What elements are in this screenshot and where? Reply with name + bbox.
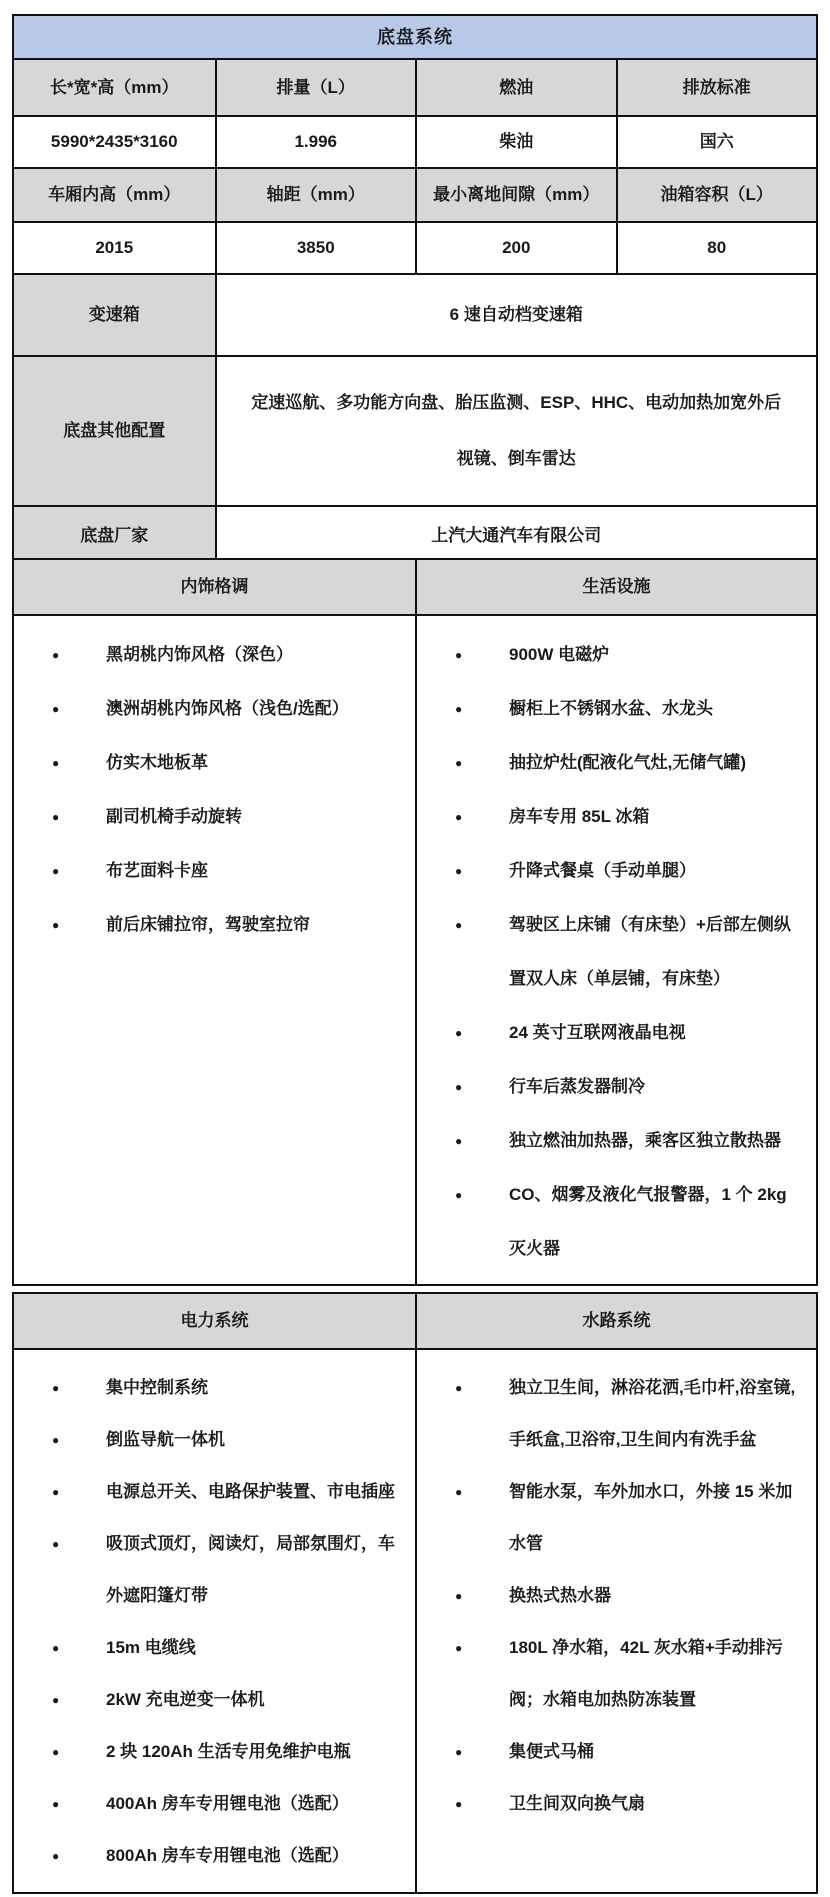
bullet-icon: ● (455, 1589, 463, 1603)
spec-header-cell: 油箱容积（L） (616, 169, 817, 221)
bullet-icon: ● (455, 756, 463, 770)
water-list (415, 1350, 816, 1892)
list-item (14, 1362, 415, 1414)
bullet-icon: ● (52, 1745, 60, 1759)
item-text: 2 块 120Ah 生活专用免维护电瓶 (106, 1742, 351, 1761)
list-item (417, 1060, 816, 1114)
item-text: 集便式马桶 (509, 1742, 594, 1761)
list-item (14, 628, 415, 682)
bullet-icon: ● (52, 1537, 60, 1551)
spec-header-cell: 长*宽*高（mm） (14, 60, 215, 115)
list-item (417, 1362, 816, 1466)
list-item (417, 1726, 816, 1778)
chassis-title: 底盘系统 (377, 26, 453, 47)
item-text: 房车专用 85L 冰箱 (509, 807, 650, 826)
list-item (417, 1114, 816, 1168)
spec-value-row-2 (14, 221, 816, 273)
chassis-maker-row (14, 505, 816, 564)
gearbox-row (14, 273, 816, 355)
item-text: 仿实木地板革 (106, 753, 208, 772)
bullet-icon: ● (52, 1381, 60, 1395)
list-item (14, 1518, 415, 1622)
bullet-icon: ● (455, 1797, 463, 1811)
list-item (417, 844, 816, 898)
item-text: 驾驶区上床铺（有床垫）+后部左侧纵置双人床（单层铺，有床垫） (509, 915, 791, 988)
list-item (14, 1414, 415, 1466)
chassis-other-value: 定速巡航、多功能方向盘、胎压监测、ESP、HHC、电动加热加宽外后视镜、倒车雷达 (251, 393, 782, 468)
bullet-icon: ● (52, 1849, 60, 1863)
bullet-icon: ● (455, 648, 463, 662)
item-text: 卫生间双向换气扇 (509, 1794, 645, 1813)
item-text: 2kW 充电逆变一体机 (106, 1690, 265, 1709)
item-text: 吸顶式顶灯，阅读灯，局部氛围灯，车外遮阳篷灯带 (106, 1534, 395, 1605)
bullet-icon: ● (455, 1026, 463, 1040)
section-body (14, 1348, 816, 1892)
item-text: 升降式餐桌（手动单腿） (509, 861, 696, 880)
bullet-icon: ● (455, 1745, 463, 1759)
list-item (14, 1622, 415, 1674)
spec-header-cell: 排放标准 (616, 60, 817, 115)
section-header-row (14, 560, 816, 614)
item-text: 400Ah 房车专用锂电池（选配） (106, 1794, 349, 1813)
item-text: 前后床铺拉帘，驾驶室拉帘 (106, 915, 310, 934)
bullet-icon: ● (52, 1641, 60, 1655)
spec-value-row-1 (14, 115, 816, 167)
bullet-icon: ● (52, 1485, 60, 1499)
bullet-icon: ● (52, 810, 60, 824)
bullet-icon: ● (52, 648, 60, 662)
list-item (14, 1830, 415, 1882)
list-item (417, 1466, 816, 1570)
list-item (417, 682, 816, 736)
list-item (417, 1778, 816, 1830)
list-item (417, 736, 816, 790)
item-text: 黑胡桃内饰风格（深色） (106, 645, 293, 664)
bullet-icon: ● (455, 1134, 463, 1148)
list-item (417, 898, 816, 1006)
spec-value-cell: 国六 (616, 117, 817, 167)
row-value: 6 速自动档变速箱 (215, 275, 817, 355)
spec-header-cell: 排量（L） (215, 60, 416, 115)
row-label: 变速箱 (14, 275, 215, 355)
living-list (415, 616, 816, 1284)
spec-header-cell: 燃油 (415, 60, 616, 115)
bullet-icon: ● (455, 702, 463, 716)
chassis-title-row (14, 16, 816, 58)
spec-header-row-2 (14, 167, 816, 221)
item-text: 橱柜上不锈钢水盆、水龙头 (509, 699, 713, 718)
item-text: 布艺面料卡座 (106, 861, 208, 880)
item-text: 集中控制系统 (106, 1378, 208, 1397)
bullet-icon: ● (52, 1433, 60, 1447)
spec-value-cell: 5990*2435*3160 (50, 132, 178, 152)
bullet-icon: ● (52, 1797, 60, 1811)
section-body (14, 614, 816, 1284)
list-item (14, 844, 415, 898)
bullet-icon: ● (455, 1381, 463, 1395)
item-text: 电源总开关、电路保护装置、市电插座 (106, 1482, 395, 1501)
interior-living-table (12, 558, 818, 1286)
spec-header-row-1 (14, 58, 816, 115)
bullet-icon: ● (52, 1693, 60, 1707)
power-water-table (12, 1292, 818, 1894)
item-text: 换热式热水器 (509, 1586, 611, 1605)
bullet-icon: ● (455, 1485, 463, 1499)
list-item (14, 682, 415, 736)
list-item (14, 736, 415, 790)
row-label: 底盘其他配置 (14, 357, 215, 505)
list-item (14, 1674, 415, 1726)
spec-value-cell: 3850 (215, 223, 416, 273)
chassis-other-row (14, 355, 816, 505)
list-item (417, 628, 816, 682)
bullet-icon: ● (455, 864, 463, 878)
bullet-icon: ● (52, 864, 60, 878)
section-title-interior: 内饰格调 (14, 560, 415, 614)
bullet-icon: ● (455, 810, 463, 824)
spec-value-cell: 200 (415, 223, 616, 273)
bullet-icon: ● (455, 1080, 463, 1094)
section-title-power: 电力系统 (14, 1294, 415, 1348)
spec-value-cell: 1.996 (215, 117, 416, 167)
list-item (14, 1726, 415, 1778)
spec-header-cell: 轴距（mm） (215, 169, 416, 221)
item-text: CO、烟雾及液化气报警器，1 个 2kg 灭火器 (509, 1185, 787, 1258)
row-label: 底盘厂家 (14, 507, 215, 564)
list-item (417, 790, 816, 844)
spec-value-cell: 柴油 (415, 117, 616, 167)
power-list (14, 1350, 415, 1892)
list-item (417, 1622, 816, 1726)
item-text: 行车后蒸发器制冷 (509, 1077, 645, 1096)
bullet-icon: ● (52, 702, 60, 716)
bullet-icon: ● (455, 918, 463, 932)
spec-value-cell: 80 (616, 223, 817, 273)
item-text: 900W 电磁炉 (509, 645, 610, 664)
section-header-row (14, 1294, 816, 1348)
bullet-icon: ● (455, 1188, 463, 1202)
list-item (417, 1168, 816, 1276)
spec-header-cell: 车厢内高（mm） (14, 169, 215, 221)
list-item (417, 1570, 816, 1622)
item-text: 24 英寸互联网液晶电视 (509, 1023, 686, 1042)
bullet-icon: ● (52, 918, 60, 932)
item-text: 15m 电缆线 (106, 1638, 196, 1657)
chassis-spec-table (12, 14, 818, 566)
row-value (215, 357, 817, 505)
interior-list (14, 616, 415, 1284)
spec-value-cell: 2015 (95, 238, 134, 258)
list-item (14, 1466, 415, 1518)
section-title-water: 水路系统 (415, 1294, 816, 1348)
item-text: 副司机椅手动旋转 (106, 807, 242, 826)
list-item (417, 1006, 816, 1060)
item-text: 澳洲胡桃内饰风格（浅色/选配） (106, 699, 349, 718)
item-text: 800Ah 房车专用锂电池（选配） (106, 1846, 349, 1865)
list-item (14, 790, 415, 844)
section-title-living: 生活设施 (415, 560, 816, 614)
item-text: 智能水泵，车外加水口，外接 15 米加水管 (509, 1482, 793, 1553)
item-text: 抽拉炉灶(配液化气灶,无储气罐) (509, 753, 747, 772)
item-text: 180L 净水箱，42L 灰水箱+手动排污阀；水箱电加热防冻装置 (509, 1638, 783, 1709)
item-text: 独立卫生间，淋浴花洒,毛巾杆,浴室镜,手纸盒,卫浴帘,卫生间内有洗手盆 (509, 1378, 796, 1449)
row-value: 上汽大通汽车有限公司 (215, 507, 817, 564)
item-text: 独立燃油加热器，乘客区独立散热器 (509, 1131, 781, 1150)
item-text: 倒监导航一体机 (106, 1430, 225, 1449)
list-item (14, 1778, 415, 1830)
bullet-icon: ● (52, 756, 60, 770)
spec-header-cell: 最小离地间隙（mm） (415, 169, 616, 221)
bullet-icon: ● (455, 1641, 463, 1655)
list-item (14, 898, 415, 952)
